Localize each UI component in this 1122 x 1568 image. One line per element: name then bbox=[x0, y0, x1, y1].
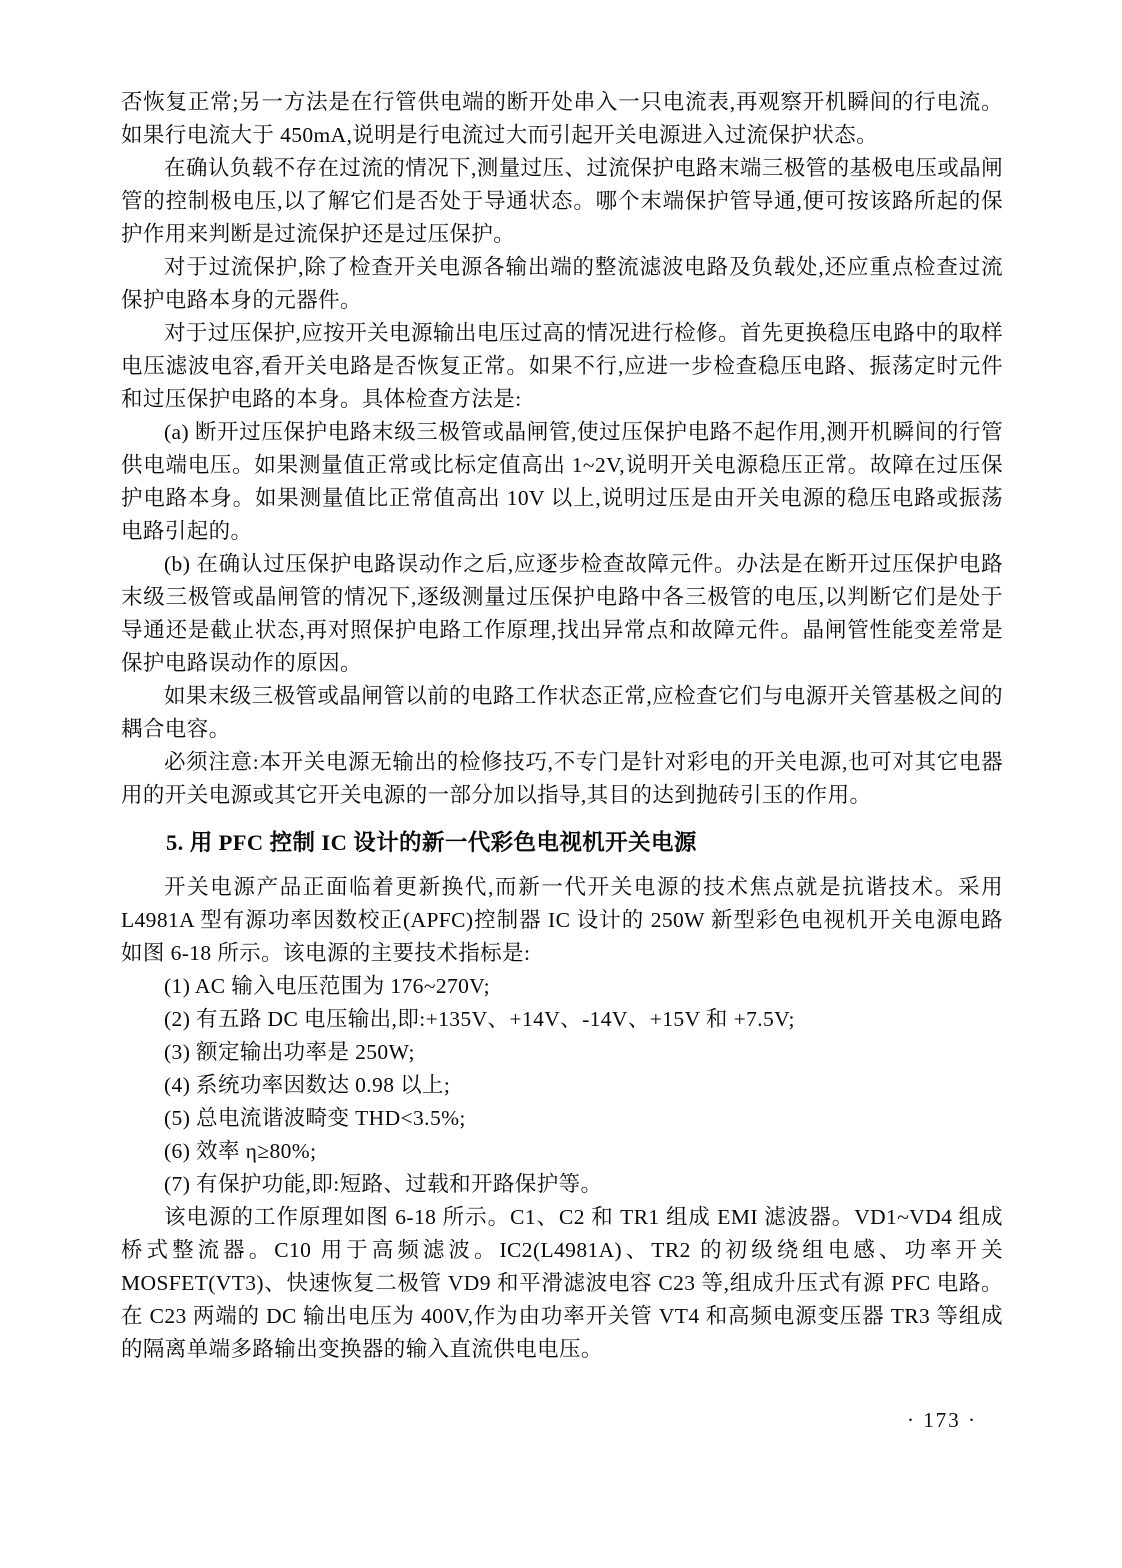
list-item-4: (4) 系统功率因数达 0.98 以上; bbox=[164, 1073, 451, 1097]
paragraph: 必须注意:本开关电源无输出的检修技巧,不专门是针对彩电的开关电源,也可对其它电器用的开关电源或其它开关电源的一部分加以指导,其目的达到抛砖引玉的作用。 bbox=[121, 750, 1003, 807]
list-item-7: (7) 有保护功能,即:短路、过载和开路保护等。 bbox=[164, 1172, 603, 1196]
paragraph: 如果末级三极管或晶闸管以前的电路工作状态正常,应检查它们与电源开关管基极之间的耦合电容。 bbox=[121, 684, 1003, 741]
list-item-6: (6) 效率 η≥80%; bbox=[164, 1139, 317, 1163]
paragraph: 对于过压保护,应按开关电源输出电压过高的情况进行检修。首先更换稳压电路中的取样电压滤波电容,看开关电路是否恢复正常。如果不行,应进一步检查稳压电路、振荡定时元件和过压保护电路的本身。具体检查方法是: bbox=[121, 321, 1003, 411]
paragraph: 否恢复正常;另一方法是在行管供电端的断开处串入一只电流表,再观察开机瞬间的行电流。如果行电流大于 450mA,说明是行电流过大而引起开关电源进入过流保护状态。 bbox=[121, 90, 1003, 147]
text-column bbox=[121, 86, 1003, 1366]
list-item-3: (3) 额定输出功率是 250W; bbox=[164, 1040, 415, 1064]
list-item-1: (1) AC 输入电压范围为 176~270V; bbox=[164, 974, 491, 998]
paragraph: 该电源的工作原理如图 6-18 所示。C1、C2 和 TR1 组成 EMI 滤波器。VD1~VD4 组成桥式整流器。C10 用于高频滤波。IC2(L4981A)、TR2 的初级绕组电感、功率开关 MOSFET(VT3)、快速恢复二极管 VD9 和平滑滤波电容 C23 等,组成升压式有源 PFC 电路。在 C23 两端的 DC 输出电压为 400V,作为由功率开关管 VT4 和高频电源变压器 TR3 等组成的隔离单端多路输出变换器的输入直流供电电压。 bbox=[121, 1205, 1003, 1361]
paragraph: 在确认负载不存在过流的情况下,测量过压、过流保护电路末端三极管的基极电压或晶闸管的控制极电压,以了解它们是否处于导通状态。哪个末端保护管导通,便可按该路所起的保护作用来判断是过流保护还是过压保护。 bbox=[121, 156, 1003, 246]
page-number: · 173 · bbox=[907, 1408, 977, 1432]
section-heading: 5. 用 PFC 控制 IC 设计的新一代彩色电视机开关电源 bbox=[166, 830, 697, 855]
paragraph: 开关电源产品正面临着更新换代,而新一代开关电源的技术焦点就是抗谐技术。采用 L4981A 型有源功率因数校正(APFC)控制器 IC 设计的 250W 新型彩色电视机开关电源电路如图 6-18 所示。该电源的主要技术指标是: bbox=[121, 875, 1003, 965]
list-item-5: (5) 总电流谐波畸变 THD<3.5%; bbox=[164, 1106, 466, 1130]
paragraph-step-b: (b) 在确认过压保护电路误动作之后,应逐步检查故障元件。办法是在断开过压保护电路末级三极管或晶闸管的情况下,逐级测量过压保护电路中各三极管的电压,以判断它们是处于导通还是截止状态,再对照保护电路工作原理,找出异常点和故障元件。晶闸管性能变差常是保护电路误动作的原因。 bbox=[121, 552, 1003, 675]
list-item-2: (2) 有五路 DC 电压输出,即:+135V、+14V、-14V、+15V 和 +7.5V; bbox=[164, 1007, 795, 1031]
paragraph-step-a: (a) 断开过压保护电路末级三极管或晶闸管,使过压保护电路不起作用,测开机瞬间的行管供电端电压。如果测量值正常或比标定值高出 1~2V,说明开关电源稳压正常。故障在过压保护电路本身。如果测量值比正常值高出 10V 以上,说明过压是由开关电源的稳压电路或振荡电路引起的。 bbox=[121, 420, 1003, 543]
paragraph: 对于过流保护,除了检查开关电源各输出端的整流滤波电路及负载处,还应重点检查过流保护电路本身的元器件。 bbox=[121, 255, 1003, 312]
